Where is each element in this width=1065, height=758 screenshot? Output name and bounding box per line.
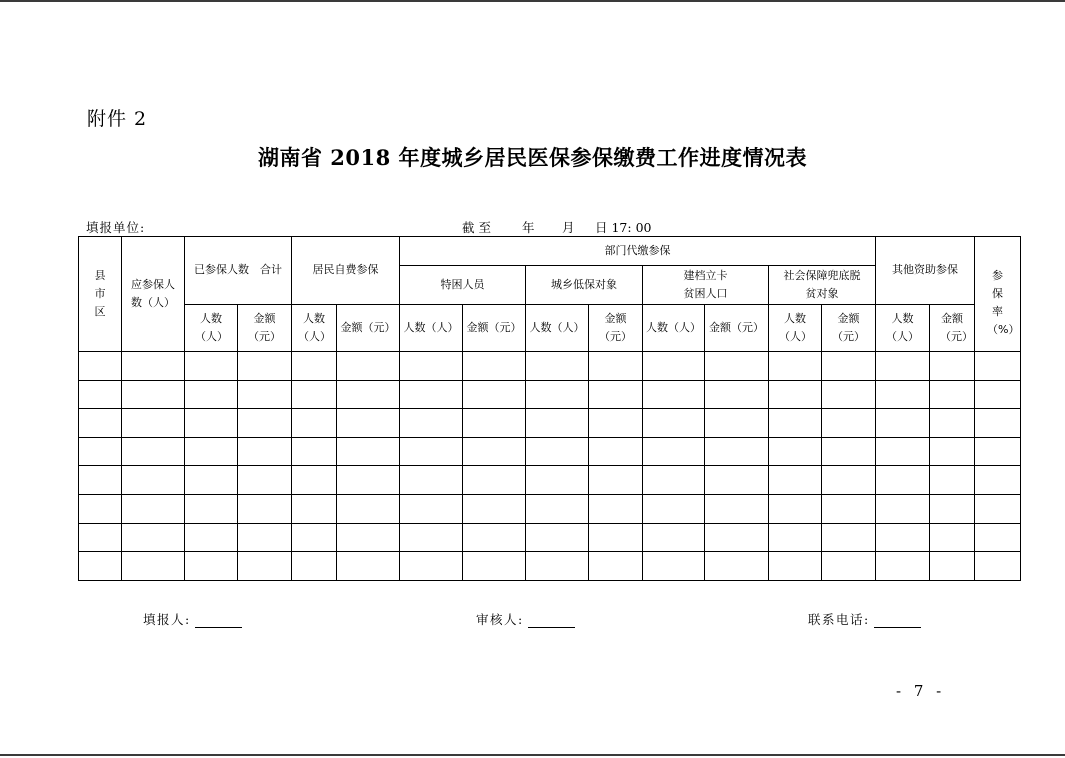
table-cell[interactable] bbox=[400, 437, 463, 466]
table-cell[interactable] bbox=[463, 437, 526, 466]
table-cell[interactable] bbox=[79, 494, 122, 523]
table-cell[interactable] bbox=[292, 466, 337, 495]
table-cell[interactable] bbox=[185, 523, 238, 552]
header-special-poor: 特困人员 bbox=[400, 266, 526, 305]
table-row bbox=[79, 494, 1021, 523]
table-cell[interactable] bbox=[292, 523, 337, 552]
table-cell[interactable] bbox=[463, 380, 526, 409]
table-cell[interactable] bbox=[526, 409, 589, 438]
table-cell[interactable] bbox=[705, 437, 769, 466]
table-cell[interactable] bbox=[122, 437, 185, 466]
table-cell[interactable] bbox=[292, 380, 337, 409]
deadline-month: 月 bbox=[562, 220, 575, 235]
table-cell[interactable] bbox=[643, 409, 705, 438]
progress-table-wrapper bbox=[78, 236, 1021, 581]
table-cell[interactable] bbox=[876, 466, 930, 495]
table-cell[interactable] bbox=[705, 380, 769, 409]
table-cell[interactable] bbox=[876, 409, 930, 438]
deadline-line bbox=[462, 218, 651, 236]
table-cell[interactable] bbox=[643, 380, 705, 409]
table-cell[interactable] bbox=[185, 552, 238, 581]
table-cell[interactable] bbox=[705, 352, 769, 381]
table-cell[interactable] bbox=[238, 437, 292, 466]
table-cell[interactable] bbox=[238, 552, 292, 581]
header-other-aided: 其他资助参保 bbox=[876, 237, 975, 305]
table-cell[interactable] bbox=[876, 352, 930, 381]
table-cell[interactable] bbox=[769, 352, 822, 381]
table-cell[interactable] bbox=[589, 437, 643, 466]
table-cell[interactable] bbox=[705, 494, 769, 523]
table-cell[interactable] bbox=[463, 352, 526, 381]
table-cell[interactable] bbox=[337, 437, 400, 466]
table-cell[interactable] bbox=[292, 552, 337, 581]
table-cell[interactable] bbox=[876, 523, 930, 552]
sub-registered-people: 人数（人） bbox=[643, 305, 705, 352]
table-cell[interactable] bbox=[292, 352, 337, 381]
table-cell[interactable] bbox=[122, 352, 185, 381]
table-body bbox=[79, 352, 1021, 581]
sub-special-amount: 金额（元） bbox=[463, 305, 526, 352]
table-cell[interactable] bbox=[589, 352, 643, 381]
table-cell[interactable] bbox=[705, 466, 769, 495]
table-cell[interactable] bbox=[589, 380, 643, 409]
table-cell[interactable] bbox=[238, 523, 292, 552]
sub-low-amount: 金额（元） bbox=[589, 305, 643, 352]
reviewer-blank[interactable] bbox=[528, 613, 575, 628]
phone-field bbox=[808, 610, 921, 628]
table-cell[interactable] bbox=[238, 466, 292, 495]
sub-social-amount: 金额（元） bbox=[822, 305, 876, 352]
table-cell[interactable] bbox=[769, 437, 822, 466]
table-cell[interactable] bbox=[589, 409, 643, 438]
page-number: - 7 - bbox=[896, 682, 946, 700]
filler-field bbox=[143, 610, 242, 628]
table-cell[interactable] bbox=[589, 523, 643, 552]
table-cell[interactable] bbox=[822, 494, 876, 523]
table-cell[interactable] bbox=[337, 552, 400, 581]
top-border-line bbox=[0, 0, 1065, 2]
table-cell[interactable] bbox=[238, 352, 292, 381]
table-cell[interactable] bbox=[238, 409, 292, 438]
header-county: 县市区 bbox=[79, 237, 122, 352]
table-cell[interactable] bbox=[238, 380, 292, 409]
deadline-year: 年 bbox=[522, 220, 535, 235]
table-cell[interactable] bbox=[975, 552, 1021, 581]
table-cell[interactable] bbox=[643, 437, 705, 466]
table-cell[interactable] bbox=[185, 380, 238, 409]
table-cell[interactable] bbox=[822, 437, 876, 466]
sub-self-amount: 金额（元） bbox=[337, 305, 400, 352]
table-cell[interactable] bbox=[526, 380, 589, 409]
table-cell[interactable] bbox=[185, 466, 238, 495]
table-cell[interactable] bbox=[822, 352, 876, 381]
table-cell[interactable] bbox=[643, 523, 705, 552]
reviewer-label: 审核人: bbox=[476, 612, 524, 627]
table-cell[interactable] bbox=[79, 380, 122, 409]
header-registered-poor: 建档立卡贫困人口 bbox=[643, 266, 769, 305]
table-row bbox=[79, 352, 1021, 381]
table-cell[interactable] bbox=[589, 466, 643, 495]
table-cell[interactable] bbox=[876, 380, 930, 409]
header-social-security: 社会保障兜底脱贫对象 bbox=[769, 266, 876, 305]
header-should-insure: 应参保人数（人） bbox=[122, 237, 185, 352]
table-cell[interactable] bbox=[769, 466, 822, 495]
table-cell[interactable] bbox=[400, 523, 463, 552]
table-cell[interactable] bbox=[185, 409, 238, 438]
table-cell[interactable] bbox=[79, 352, 122, 381]
sub-self-people: 人数（人） bbox=[292, 305, 337, 352]
phone-label: 联系电话: bbox=[808, 612, 870, 627]
table-cell[interactable] bbox=[930, 552, 975, 581]
table-cell[interactable] bbox=[292, 437, 337, 466]
table-cell[interactable] bbox=[463, 523, 526, 552]
table-cell[interactable] bbox=[122, 523, 185, 552]
table-cell[interactable] bbox=[122, 552, 185, 581]
table-cell[interactable] bbox=[643, 466, 705, 495]
table-row bbox=[79, 466, 1021, 495]
table-cell[interactable] bbox=[975, 409, 1021, 438]
table-cell[interactable] bbox=[930, 352, 975, 381]
sub-other-people: 人数（人） bbox=[876, 305, 930, 352]
sub-low-people: 人数（人） bbox=[526, 305, 589, 352]
header-self-paid: 居民自费参保 bbox=[292, 237, 400, 305]
sub-social-people: 人数（人） bbox=[769, 305, 822, 352]
sub-special-people: 人数（人） bbox=[400, 305, 463, 352]
header-insured-total: 已参保人数 合计 bbox=[185, 237, 292, 305]
table-cell[interactable] bbox=[400, 352, 463, 381]
table-cell[interactable] bbox=[769, 523, 822, 552]
document-title: 湖南省 2018 年度城乡居民医保参保缴费工作进度情况表 bbox=[257, 145, 808, 170]
table-row bbox=[79, 437, 1021, 466]
table-cell[interactable] bbox=[705, 523, 769, 552]
table-cell[interactable] bbox=[337, 352, 400, 381]
table-cell[interactable] bbox=[822, 466, 876, 495]
table-cell[interactable] bbox=[930, 523, 975, 552]
table-cell[interactable] bbox=[400, 552, 463, 581]
table-cell[interactable] bbox=[876, 494, 930, 523]
table-cell[interactable] bbox=[526, 552, 589, 581]
table-cell[interactable] bbox=[589, 494, 643, 523]
table-cell[interactable] bbox=[463, 409, 526, 438]
table-cell[interactable] bbox=[822, 523, 876, 552]
table-cell[interactable] bbox=[79, 466, 122, 495]
table-cell[interactable] bbox=[292, 409, 337, 438]
table-cell[interactable] bbox=[337, 409, 400, 438]
table-cell[interactable] bbox=[400, 494, 463, 523]
table-cell[interactable] bbox=[975, 494, 1021, 523]
table-cell[interactable] bbox=[643, 494, 705, 523]
table-cell[interactable] bbox=[185, 494, 238, 523]
table-cell[interactable] bbox=[463, 494, 526, 523]
annex-label: 附件 2 bbox=[87, 108, 148, 130]
table-cell[interactable] bbox=[337, 466, 400, 495]
sub-registered-amount: 金额（元） bbox=[705, 305, 769, 352]
table-cell[interactable] bbox=[930, 466, 975, 495]
fill-unit-label: 填报单位: bbox=[86, 220, 146, 235]
table-cell[interactable] bbox=[526, 352, 589, 381]
table-cell[interactable] bbox=[643, 552, 705, 581]
table-row bbox=[79, 523, 1021, 552]
table-cell[interactable] bbox=[526, 523, 589, 552]
header-dept-proxy: 部门代缴参保 bbox=[400, 237, 876, 266]
table-cell[interactable] bbox=[822, 552, 876, 581]
table-cell[interactable] bbox=[876, 552, 930, 581]
table-cell[interactable] bbox=[400, 466, 463, 495]
table-cell[interactable] bbox=[122, 380, 185, 409]
table-cell[interactable] bbox=[975, 352, 1021, 381]
table-cell[interactable] bbox=[930, 380, 975, 409]
table-cell[interactable] bbox=[705, 552, 769, 581]
header-rate: 参保率（%） bbox=[975, 237, 1021, 352]
table-cell[interactable] bbox=[122, 409, 185, 438]
sub-insured-people: 人数（人） bbox=[185, 305, 238, 352]
table-cell[interactable] bbox=[79, 437, 122, 466]
table-cell[interactable] bbox=[79, 552, 122, 581]
table-cell[interactable] bbox=[643, 352, 705, 381]
table-cell[interactable] bbox=[463, 466, 526, 495]
sub-insured-amount: 金额（元） bbox=[238, 305, 292, 352]
table-row bbox=[79, 380, 1021, 409]
table-cell[interactable] bbox=[975, 437, 1021, 466]
filler-label: 填报人: bbox=[143, 612, 191, 627]
header-low-income: 城乡低保对象 bbox=[526, 266, 643, 305]
table-cell[interactable] bbox=[589, 552, 643, 581]
table-cell[interactable] bbox=[400, 380, 463, 409]
sub-other-amount: 金额（元） bbox=[930, 305, 975, 352]
table-cell[interactable] bbox=[975, 466, 1021, 495]
table-cell[interactable] bbox=[400, 409, 463, 438]
phone-blank[interactable] bbox=[874, 613, 921, 628]
bottom-border-line bbox=[0, 754, 1065, 756]
table-cell[interactable] bbox=[526, 494, 589, 523]
table-cell[interactable] bbox=[79, 523, 122, 552]
table-cell[interactable] bbox=[238, 494, 292, 523]
table-row bbox=[79, 552, 1021, 581]
table-cell[interactable] bbox=[930, 494, 975, 523]
table-cell[interactable] bbox=[337, 380, 400, 409]
filler-blank[interactable] bbox=[195, 613, 242, 628]
table-cell[interactable] bbox=[769, 494, 822, 523]
reviewer-field bbox=[476, 610, 575, 628]
table-cell[interactable] bbox=[876, 437, 930, 466]
progress-table bbox=[78, 236, 1021, 581]
table-cell[interactable] bbox=[122, 466, 185, 495]
table-cell[interactable] bbox=[930, 409, 975, 438]
table-cell[interactable] bbox=[79, 409, 122, 438]
table-cell[interactable] bbox=[769, 380, 822, 409]
table-cell[interactable] bbox=[185, 437, 238, 466]
table-row bbox=[79, 409, 1021, 438]
table-cell[interactable] bbox=[526, 437, 589, 466]
table-cell[interactable] bbox=[930, 437, 975, 466]
table-cell[interactable] bbox=[975, 523, 1021, 552]
table-cell[interactable] bbox=[822, 380, 876, 409]
table-cell[interactable] bbox=[769, 552, 822, 581]
table-cell[interactable] bbox=[975, 380, 1021, 409]
table-cell[interactable] bbox=[337, 494, 400, 523]
deadline-prefix: 截至 bbox=[462, 220, 496, 235]
table-cell[interactable] bbox=[185, 352, 238, 381]
table-cell[interactable] bbox=[337, 523, 400, 552]
table-cell[interactable] bbox=[292, 494, 337, 523]
table-cell[interactable] bbox=[769, 409, 822, 438]
table-cell[interactable] bbox=[705, 409, 769, 438]
table-cell[interactable] bbox=[526, 466, 589, 495]
table-cell[interactable] bbox=[463, 552, 526, 581]
table-cell[interactable] bbox=[122, 494, 185, 523]
deadline-day-time: 日 17: 00 bbox=[595, 220, 652, 235]
table-cell[interactable] bbox=[822, 409, 876, 438]
